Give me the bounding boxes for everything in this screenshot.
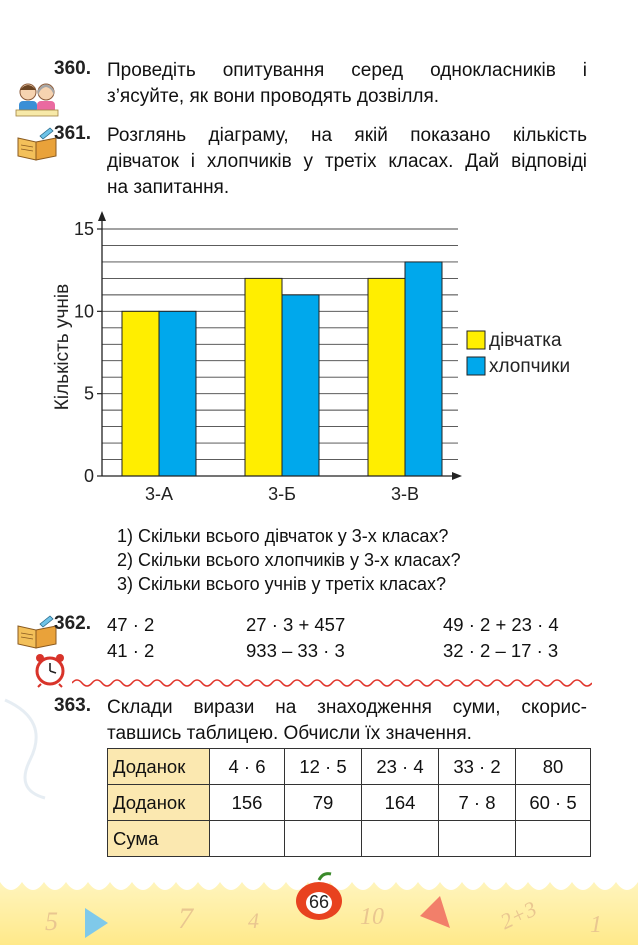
page-number: 66 bbox=[308, 892, 330, 912]
bar-дівчатка-3-Б bbox=[245, 278, 282, 476]
x-tick-label: 3-А bbox=[144, 484, 174, 504]
question-2: 2) Скільки всього хлопчиків у 3-х класах? bbox=[117, 550, 461, 570]
bar-хлопчики-3-В bbox=[405, 262, 442, 476]
bar-дівчатка-3-А bbox=[122, 311, 159, 476]
y-tick-label: 0 bbox=[83, 466, 94, 486]
row-label: Доданок bbox=[108, 785, 210, 821]
legend-label: дівчатка bbox=[489, 330, 562, 351]
table-cell: 60 · 5 bbox=[516, 785, 591, 821]
y-axis-arrow bbox=[98, 211, 106, 221]
bar-хлопчики-3-А bbox=[159, 311, 196, 476]
task-361-line1: Розглянь діаграму, на якій показано кількість bbox=[107, 125, 587, 146]
x-axis-arrow bbox=[452, 472, 462, 480]
decor-digit: 7 bbox=[178, 902, 193, 935]
task-360-line2: з’ясуйте, як вони проводять дозвілля. bbox=[107, 86, 440, 107]
decor-digit: 2+3 bbox=[496, 895, 541, 935]
wavy-divider bbox=[72, 676, 592, 690]
table-cell: 156 bbox=[210, 785, 285, 821]
question-3: 3) Скільки всього учнів у третіх класах? bbox=[117, 574, 447, 594]
expression: 49 · 2 + 23 · 4 bbox=[443, 614, 559, 635]
table-cell: 23 · 4 bbox=[362, 749, 439, 785]
task-360-line1: Проведіть опитування серед однокласників і bbox=[107, 60, 587, 81]
triangle-shape bbox=[85, 908, 108, 938]
table-cell: 33 · 2 bbox=[439, 749, 516, 785]
table-cell: 7 · 8 bbox=[439, 785, 516, 821]
empty-answer-cell[interactable] bbox=[439, 821, 516, 857]
task-361-number: 361. bbox=[54, 123, 91, 144]
decor-digit: 5 bbox=[45, 907, 58, 936]
people-icon bbox=[14, 80, 60, 118]
table-cell: 80 bbox=[516, 749, 591, 785]
alarm-clock-icon bbox=[32, 652, 68, 688]
triangle-shape bbox=[420, 896, 450, 928]
task-363-line2: тавшись таблицею. Обчисли їх значення. bbox=[107, 723, 472, 744]
legend-label: хлопчики bbox=[489, 356, 571, 377]
row-label: Доданок bbox=[108, 749, 210, 785]
question-1: 1) Скільки всього дівчаток у 3-х класах? bbox=[117, 526, 449, 546]
table-cell: 4 · 6 bbox=[210, 749, 285, 785]
table-cell: 79 bbox=[285, 785, 362, 821]
sum-table bbox=[107, 748, 591, 857]
x-tick-label: 3-В bbox=[390, 484, 420, 504]
table-row bbox=[108, 785, 591, 821]
table-row bbox=[108, 821, 591, 857]
chart-bars bbox=[122, 262, 442, 476]
bar-chart bbox=[40, 205, 600, 510]
table-cell: 12 · 5 bbox=[285, 749, 362, 785]
task-360-number: 360. bbox=[54, 58, 91, 79]
bar-дівчатка-3-В bbox=[368, 278, 405, 476]
book-icon bbox=[16, 126, 58, 162]
task-363-line1: Склади вирази на знаходження суми, скорис- bbox=[107, 697, 587, 718]
empty-answer-cell[interactable] bbox=[285, 821, 362, 857]
x-tick-label: 3-Б bbox=[268, 484, 296, 504]
task-362-number: 362. bbox=[54, 613, 91, 634]
task-361-line3: на запитання. bbox=[107, 177, 230, 198]
decor-digit: 4 bbox=[248, 908, 259, 933]
task-363-number: 363. bbox=[54, 695, 91, 716]
legend-swatch bbox=[467, 331, 485, 349]
legend-swatch bbox=[467, 357, 485, 375]
expression: 47 · 2 bbox=[107, 614, 155, 635]
expression: 32 · 2 – 17 · 3 bbox=[443, 640, 559, 661]
y-tick-label: 10 bbox=[73, 301, 94, 322]
empty-answer-cell[interactable] bbox=[210, 821, 285, 857]
table-cell: 164 bbox=[362, 785, 439, 821]
expression: 27 · 3 + 457 bbox=[246, 614, 346, 635]
row-label: Сума bbox=[108, 821, 210, 857]
y-tick-label: 15 bbox=[73, 219, 94, 239]
empty-answer-cell[interactable] bbox=[362, 821, 439, 857]
book-icon bbox=[16, 614, 58, 650]
bar-хлопчики-3-Б bbox=[282, 295, 319, 476]
y-axis-label: Кількість учнів bbox=[52, 283, 73, 411]
expression: 933 – 33 · 3 bbox=[246, 640, 345, 661]
y-tick-label: 5 bbox=[83, 383, 94, 404]
task-361-line2: дівчаток і хлопчиків у третіх класах. Дай відповіді bbox=[107, 151, 587, 172]
decor-digit: 10 bbox=[360, 904, 384, 930]
decorative-swirl bbox=[0, 690, 60, 800]
empty-answer-cell[interactable] bbox=[516, 821, 591, 857]
expression: 41 · 2 bbox=[107, 640, 155, 661]
chart-legend bbox=[467, 330, 570, 377]
decor-digit: 1 bbox=[590, 912, 602, 938]
table-row bbox=[108, 749, 591, 785]
page-number-badge bbox=[293, 872, 345, 922]
